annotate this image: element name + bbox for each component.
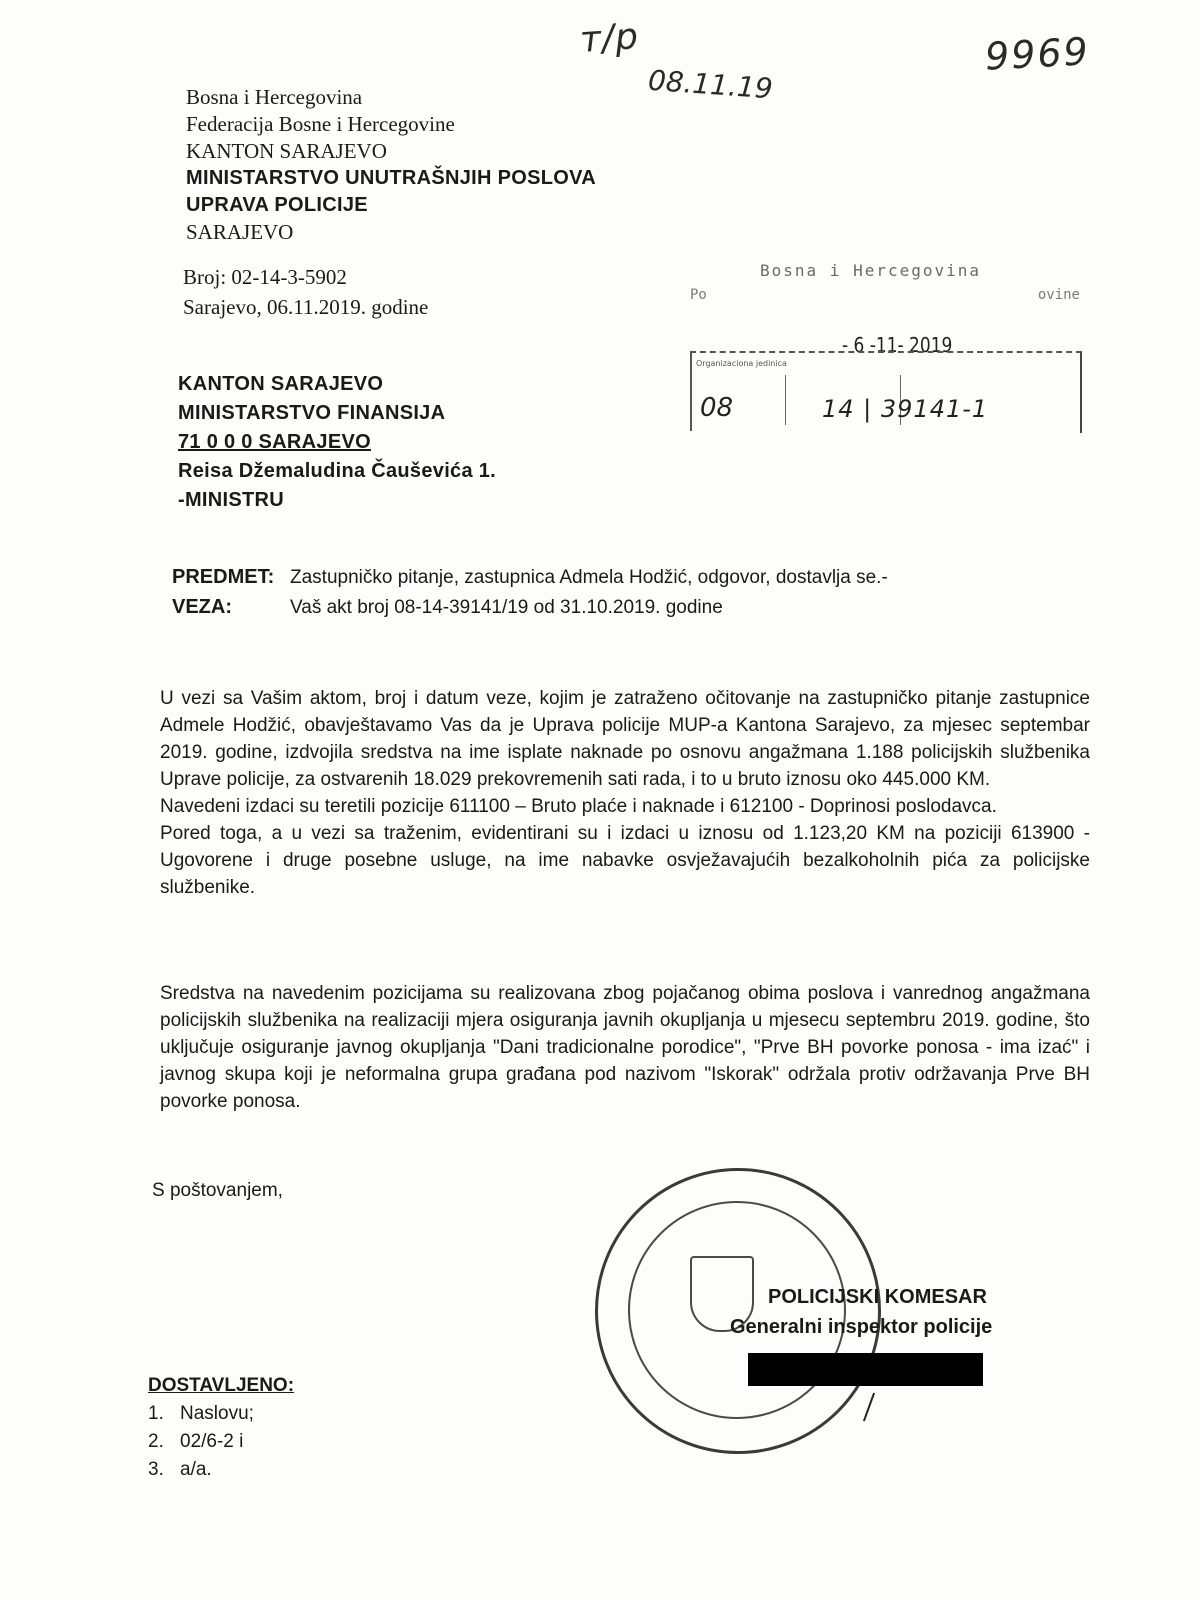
subject-block: [172, 562, 1032, 622]
redacted-name: [748, 1353, 983, 1386]
handwritten-number: 9969: [983, 29, 1091, 79]
reference-date: Sarajevo, 06.11.2019. godine: [183, 295, 429, 319]
distribution-heading: DOSTAVLJENO:: [148, 1375, 295, 1396]
body-section-1: [160, 685, 1090, 901]
body-section-2: [160, 980, 1090, 1115]
body-paragraph: Pored toga, a u vezi sa traženim, evidentirani su i izdaci u iznosu od 1.123,20 KM na poziciji 613900 - Ugovorene i druge posebne usluge, na ime nabavke osvježavajućih bezalkoholnih pića za policijske službenike.: [160, 823, 1090, 898]
sender-city: SARAJEVO: [186, 220, 294, 244]
receipt-stamp-sub-left: Po: [690, 287, 707, 303]
receipt-stamp-date: - 6 -11- 2019: [842, 333, 953, 357]
sender-canton: KANTON SARAJEVO: [186, 139, 387, 163]
body-paragraph: Navedeni izdaci su teretili pozicije 611100 – Bruto plaće i naknade i 612100 - Doprinosi poslodavca.: [160, 796, 997, 817]
recipient-attention: -MINISTRU: [178, 489, 285, 511]
body-paragraph: U vezi sa Vašim aktom, broj i datum veze, kojim je zatraženo očitovanje na zastupničko pitanje zastupnice Admele Hodžić, obavještavamo Vas da je Uprava policije MUP-a Kantona Sarajevo, za mjesec septembar 2019. godine, izdvojila sredstva na ime isplate naknade po osnovu angažmana 1.188 policijskih službenika Uprave policije, za ostvarenih 18.029 prekovremenih sati rada, i to u bruto iznosu oko 445.000 KM.: [160, 688, 1090, 790]
closing-salutation: S poštovanjem,: [152, 1180, 283, 1201]
recipient-ministry: MINISTARSTVO FINANSIJA: [178, 402, 446, 424]
signatory-title: POLICIJSKI KOMESAR: [768, 1286, 987, 1308]
receipt-stamp-sub-right: ovine: [1037, 287, 1080, 303]
sender-federation: Federacija Bosne i Hercegovine: [186, 112, 455, 136]
list-item: 2. 02/6-2 i: [148, 1431, 244, 1452]
recipient-canton: KANTON SARAJEVO: [178, 373, 384, 395]
reference-label: VEZA:: [172, 596, 232, 618]
list-item: 1. Naslovu;: [148, 1403, 254, 1424]
receipt-stamp-number: 14 | 39141-1: [822, 395, 989, 423]
handwritten-mark: т/р: [578, 15, 641, 62]
receipt-stamp-header: Bosna i Hercegovina: [760, 261, 982, 280]
subject-label: PREDMET:: [172, 566, 275, 588]
recipient-block: [178, 370, 496, 515]
recipient-city: 71 0 0 0 SARAJEVO: [178, 431, 371, 453]
handwritten-date: 08.11.19: [647, 63, 774, 106]
sender-ministry: MINISTARSTVO UNUTRAŠNJIH POSLOVA: [186, 167, 596, 189]
body-paragraph: Sredstva na navedenim pozicijama su realizovana zbog pojačanog obima poslova i vanrednog angažmana policijskih službenika na realizaciji mjera osiguranja javnih okupljanja u mjesecu septembru 2019. godine, što uključuje osiguranje javnog okupljanja "Dani tradicionalne porodice", "Prve BH povorke ponosa - ima izać" i javnog skupa koji je neformalna grupa građana pod nazivom "Iskorak" održala protiv održavanja Prve BH povorke ponosa.: [160, 983, 1090, 1112]
reference-text: Vaš akt broj 08-14-39141/19 od 31.10.2019. godine: [290, 597, 723, 618]
reference-block: [183, 262, 428, 322]
signature-block: [730, 1282, 993, 1342]
sender-administration: UPRAVA POLICIJE: [186, 194, 368, 216]
receipt-stamp: [690, 255, 1090, 445]
sender-header: [186, 84, 596, 246]
recipient-address: Reisa Džemaludina Čauševića 1.: [178, 460, 497, 482]
signatory-subtitle: Generalni inspektor policije: [730, 1316, 993, 1338]
list-item: 3. a/a.: [148, 1459, 212, 1480]
signature-mark: [863, 1393, 875, 1422]
reference-number: Broj: 02-14-3-5902: [183, 265, 347, 289]
distribution-list: [148, 1372, 294, 1484]
receipt-stamp-label: Organizaciona jedinica: [696, 359, 787, 368]
sender-country: Bosna i Hercegovina: [186, 85, 363, 109]
receipt-stamp-org-code: 08: [700, 393, 734, 423]
subject-text: Zastupničko pitanje, zastupnica Admela Hodžić, odgovor, dostavlja se.-: [290, 567, 888, 588]
